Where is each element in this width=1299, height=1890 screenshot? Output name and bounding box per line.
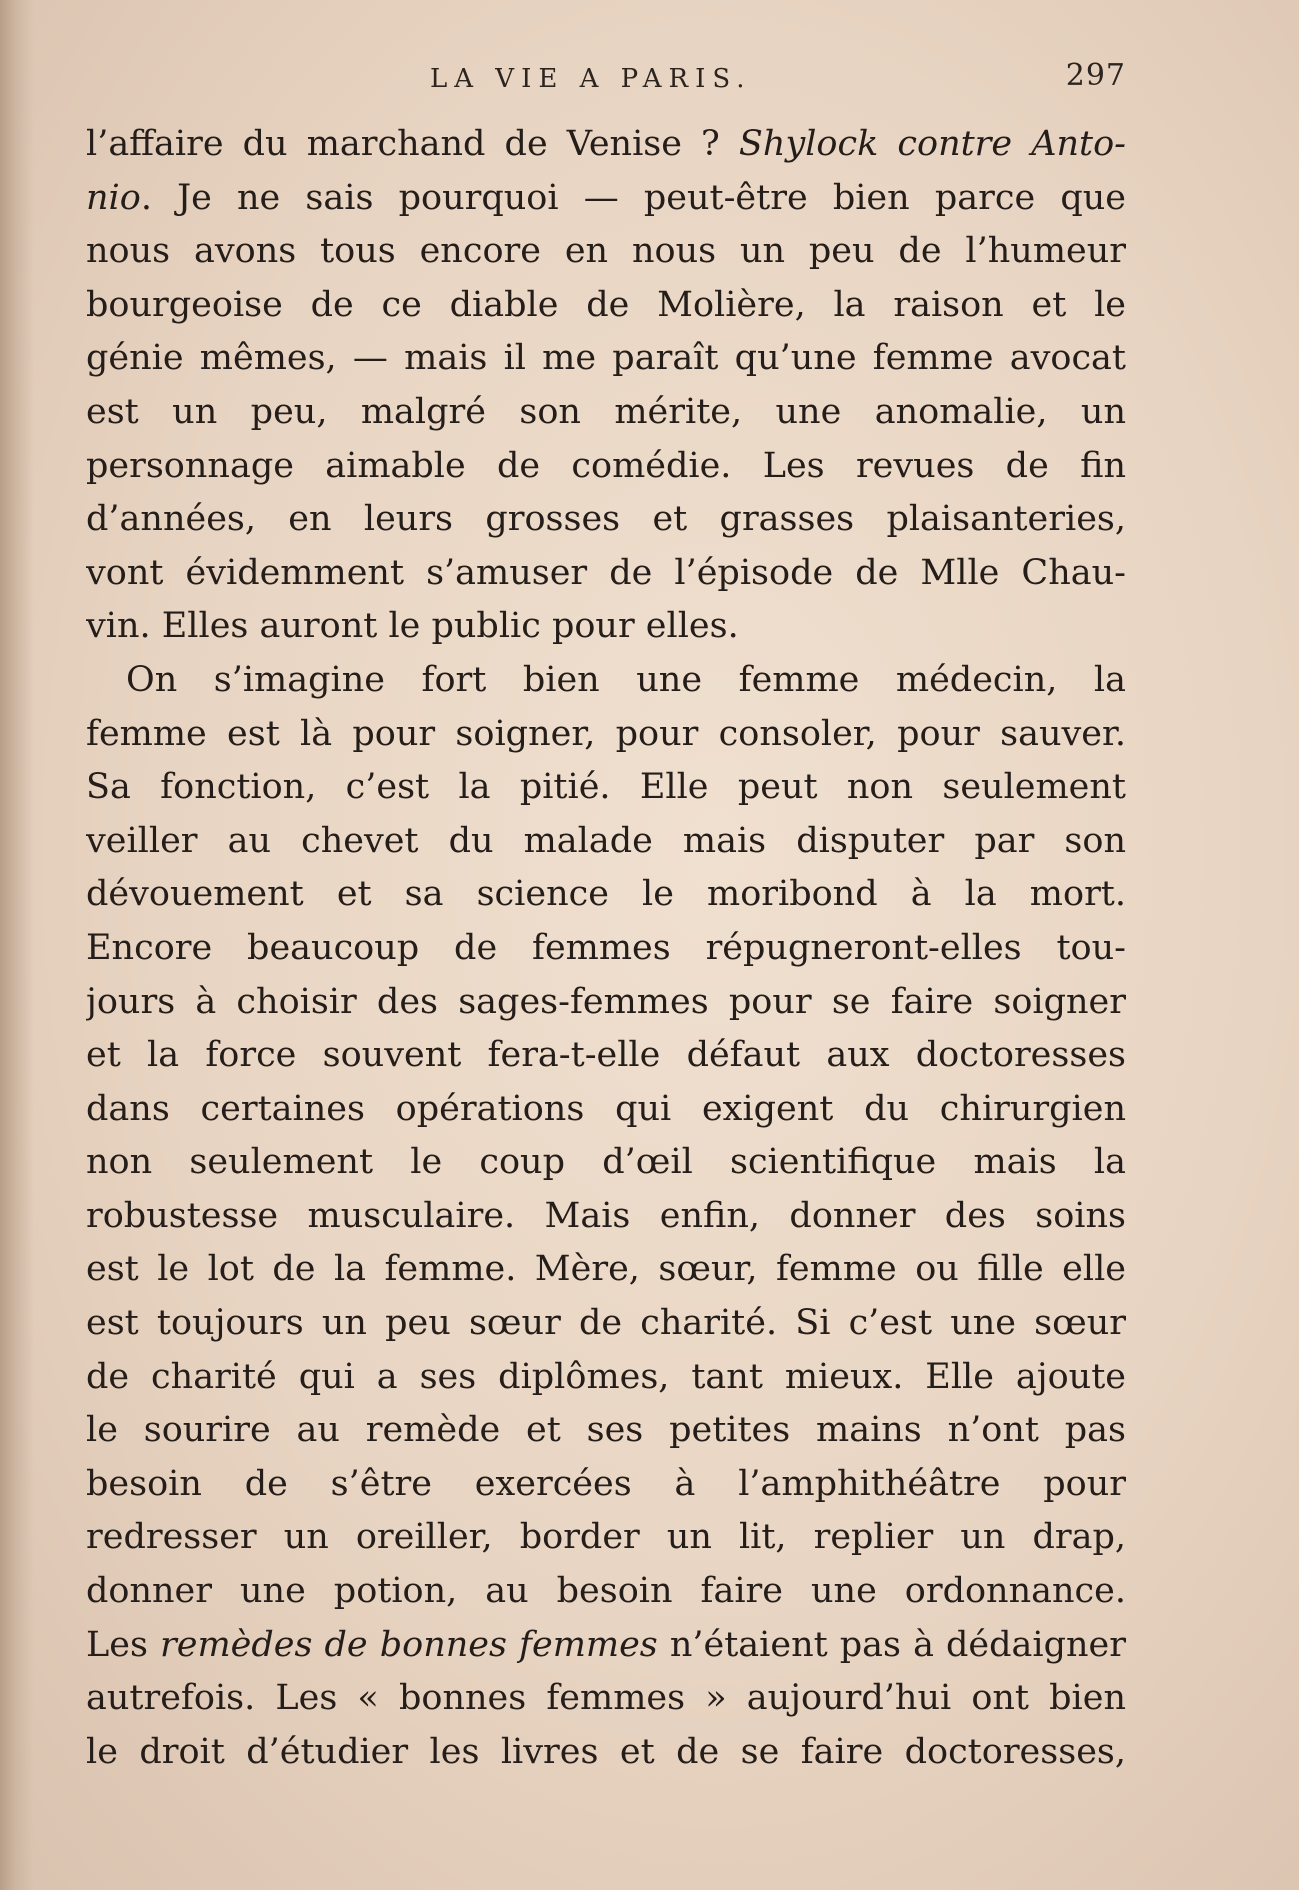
text-line: redresser un oreiller, border un lit, replier un drap,	[86, 1517, 1126, 1558]
text-line: est toujours un peu sœur de charité. Si c’est une sœur	[86, 1303, 1126, 1344]
text-line: le droit d’étudier les livres et de se faire doctoresses,	[86, 1731, 1126, 1772]
text-line: et la force souvent fera-t-elle défaut aux doctoresses	[86, 1035, 1126, 1076]
text-line: l’affaire du marchand de Venise ? Shylock contre Anto-	[86, 124, 1126, 164]
text-line: nio. Je ne sais pourquoi — peut-être bien parce que	[86, 177, 1126, 218]
paragraph-end-line: vin. Elles auront le public pour elles.	[86, 606, 739, 647]
text-line: bourgeoise de ce diable de Molière, la raison et le	[86, 284, 1126, 325]
text-line: dévouement et sa science le moribond à la mort.	[86, 874, 1126, 915]
text-line: vont évidemment s’amuser de l’épisode de Mlle Chau-	[86, 552, 1126, 593]
text-line: autrefois. Les « bonnes femmes » aujourd’hui ont bien	[86, 1678, 1126, 1719]
text-line: le sourire au remède et ses petites mains n’ont pas	[86, 1410, 1126, 1451]
text-line: robustesse musculaire. Mais enfin, donner des soins	[86, 1195, 1126, 1236]
text-line: besoin de s’être exercées à l’amphithéâtre pour	[86, 1463, 1126, 1504]
page-header	[86, 58, 1126, 102]
text-line: est un peu, malgré son mérite, une anomalie, un	[86, 391, 1126, 432]
text-line: de charité qui a ses diplômes, tant mieux. Elle ajoute	[86, 1356, 1126, 1397]
running-head: LA VIE A PARIS.	[430, 64, 752, 94]
text-line: non seulement le coup d’œil scientifique mais la	[86, 1142, 1126, 1183]
paragraph-start-line: On s’imagine fort bien une femme médecin, la	[126, 659, 1126, 700]
text-line: femme est là pour soigner, pour consoler, pour sauver.	[86, 713, 1126, 754]
page-number: 297	[1065, 58, 1126, 93]
text-line: veiller au chevet du malade mais disputer par son	[86, 820, 1126, 861]
page-gutter-shadow	[0, 0, 34, 1890]
text-line: est le lot de la femme. Mère, sœur, femme ou fille elle	[86, 1249, 1126, 1290]
text-line: personnage aimable de comédie. Les revues de fin	[86, 445, 1126, 486]
text-line: génie mêmes, — mais il me paraît qu’une femme avocat	[86, 338, 1126, 379]
text-line: Sa fonction, c’est la pitié. Elle peut non seulement	[86, 767, 1126, 808]
text-line: Les remèdes de bonnes femmes n’étaient pas à dédaigner	[86, 1624, 1126, 1665]
text-line: donner une potion, au besoin faire une ordonnance.	[86, 1571, 1126, 1612]
text-line: d’années, en leurs grosses et grasses plaisanteries,	[86, 499, 1126, 540]
text-line: nous avons tous encore en nous un peu de l’humeur	[86, 231, 1126, 272]
text-line: dans certaines opérations qui exigent du chirurgien	[86, 1088, 1126, 1129]
text-line: jours à choisir des sages-femmes pour se faire soigner	[86, 981, 1126, 1022]
body-text	[86, 118, 1126, 1779]
text-line: Encore beaucoup de femmes répugneront-elles tou-	[86, 927, 1126, 968]
